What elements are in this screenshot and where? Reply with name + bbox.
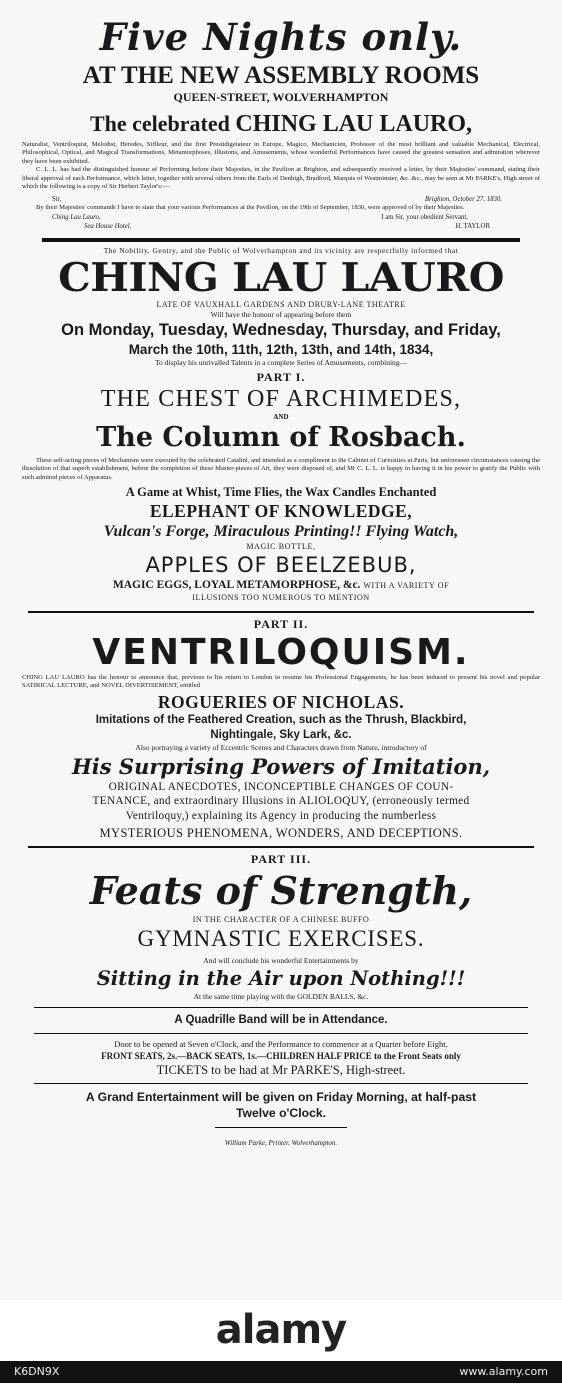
apples-of-beelzebub: APPLES OF BEELZEBUB, bbox=[145, 553, 417, 578]
magic-eggs-line bbox=[18, 578, 544, 593]
sitting-in-air: Sitting in the Air upon Nothing!!! bbox=[96, 967, 466, 991]
performance-dates: March the 10th, 11th, 12th, 13th, and 14th, 1834, bbox=[128, 341, 434, 357]
seat-prices-line: FRONT SEATS, 2s.—BACK SEATS, 1s.—CHILDREN HALF PRICE to the Front Seats only bbox=[101, 1051, 461, 1062]
column-of-rosbach: The Column of Rosbach. bbox=[96, 421, 466, 453]
magic-bottle: MAGIC BOTTLE, bbox=[246, 542, 316, 552]
rogueries-of-nicholas: ROGUERIES OF NICHOLAS. bbox=[157, 691, 405, 712]
door-time-line: Door to be opened at Seven o'Clock, and the Performance to commence at a Quarter before Eight. bbox=[114, 1039, 448, 1050]
imitations-line-2: Nightingale, Sky Lark, &c. bbox=[210, 728, 352, 741]
divider bbox=[34, 1033, 528, 1034]
part2-intro: CHING LAU LAURO has the honour to announce that, previous to his return to London to resume his Professional Engagements, he has been induced to present his novel and popular SATIRICAL LECTURE, and NOVEL DIVERTISEMENT, entitled bbox=[22, 674, 540, 690]
printer-imprint: William Parke, Printer, Wolverhampton. bbox=[224, 1139, 338, 1148]
surprising-powers: His Surprising Powers of Imitation, bbox=[71, 753, 491, 779]
vulcan-line: Vulcan's Forge, Miraculous Printing!! Flying Watch, bbox=[103, 523, 459, 541]
alamy-logo bbox=[216, 1307, 346, 1353]
original-anecdotes-2: TENANCE, and extraordinary Illusions in ALIOLOQUY, (erroneously termed bbox=[92, 795, 470, 808]
divider bbox=[28, 611, 534, 613]
part2-label: PART II. bbox=[253, 617, 309, 632]
and-connector: AND bbox=[273, 412, 289, 421]
divider bbox=[42, 238, 520, 242]
divider bbox=[34, 1007, 528, 1008]
alamy-logo-text: alamy bbox=[215, 1307, 347, 1353]
part1-label: PART I. bbox=[256, 369, 306, 384]
magic-eggs-bold: MAGIC EGGS, LOYAL METAMORPHOSE, &c. bbox=[112, 579, 361, 592]
celebrated-name: CHING LAU LAURO, bbox=[235, 111, 473, 137]
letter-closing: I am Sir, your obedient Servant, bbox=[381, 213, 468, 221]
venue-line: AT THE NEW ASSEMBLY ROOMS bbox=[82, 62, 480, 89]
will-have-line: Will have the honour of appearing before them bbox=[210, 309, 352, 319]
display-line: To display his unrivalled Talents in a complete Series of Amusements, combining— bbox=[154, 357, 408, 367]
original-anecdotes-1: ORIGINAL ANECDOTES, INCONCEPTIBLE CHANGES OF COUN- bbox=[108, 780, 454, 793]
gymnastic-exercises: GYMNASTIC EXERCISES. bbox=[137, 926, 425, 952]
late-of-line: LATE OF VAUXHALL GARDENS AND DRURY-LANE THEATRE bbox=[156, 299, 406, 309]
also-portraying-line: Also portraying a variety of Eccentric Scenes and Characters drawn from Nature, introductory of bbox=[135, 742, 427, 752]
divider bbox=[34, 1083, 528, 1084]
watermark-url: www.alamy.com bbox=[459, 1365, 548, 1378]
feats-of-strength: Feats of Strength, bbox=[89, 868, 473, 914]
game-line: A Game at Whist, Time Flies, the Wax Candles Enchanted bbox=[125, 485, 437, 500]
printer-imprint-box bbox=[215, 1127, 347, 1149]
mysterious-phenomena: MYSTERIOUS PHENOMENA, WONDERS, AND DECEPTIONS. bbox=[99, 826, 463, 841]
letter-salutation: Sir, bbox=[52, 196, 62, 204]
conclude-line: And will conclude his wonderful Entertainments by bbox=[203, 956, 359, 966]
chinese-buffo-line: IN THE CHARACTER OF A CHINESE BUFFO bbox=[192, 915, 370, 925]
golden-balls-line: At the same time playing with the GOLDEN BALLS, &c. bbox=[193, 992, 369, 1002]
watermark-image-id: K6DN9X bbox=[14, 1365, 60, 1378]
majesty-letter bbox=[18, 195, 544, 230]
celebrated-line bbox=[18, 110, 544, 138]
letter-addressee-name: Ching Lau Lauro, bbox=[52, 213, 101, 221]
illusions-line: ILLUSIONS TOO NUMEROUS TO MENTION bbox=[192, 593, 370, 603]
performer-name-large: CHING LAU LAURO bbox=[58, 254, 504, 301]
grand-entertainment-line-1: A Grand Entertainment will be given on Friday Morning, at half-past bbox=[85, 1090, 477, 1105]
watermark-footer bbox=[0, 1361, 562, 1383]
divider bbox=[28, 846, 534, 848]
imitations-line-1: Imitations of the Feathered Creation, such as the Thrush, Blackbird, bbox=[95, 713, 467, 726]
honour-paragraph: C. L. L. has had the distinguished honour of Performing before their Majesties, in the Pavilion at Brighton, and subsequently received a letter, by their Majesties' command, stating their liberal approval of each Performance, which letter, together with several others from the Earls of Denbigh, Bradford, Marquis of Westminster, &c. &c., may be seen at Mr PARKE's, High street of which the following is a copy of Sir Herbert Taylor's:— bbox=[22, 166, 540, 191]
magic-eggs-rest: WITH A VARIETY OF bbox=[363, 581, 450, 591]
original-anecdotes-3: Ventriloquy,) explaining its Agency in producing the numberless bbox=[125, 809, 437, 822]
tickets-line: TICKETS to be had at Mr PARKE'S, High-street. bbox=[156, 1063, 406, 1078]
chest-of-archimedes: THE CHEST OF ARCHIMEDES, bbox=[100, 385, 462, 412]
ventriloquism-title: VENTRILOQUISM. bbox=[92, 632, 470, 674]
nobility-line: The Nobility, Gentry, and the Public of Wolverhampton and its vicinity are respectfully informed that bbox=[103, 245, 459, 255]
stock-watermark-banner bbox=[0, 1300, 562, 1390]
part3-label: PART III. bbox=[250, 852, 312, 867]
street-line: QUEEN-STREET, WOLVERHAMPTON bbox=[173, 90, 389, 104]
quadrille-band-line: A Quadrille Band will be in Attendance. bbox=[174, 1014, 388, 1027]
letter-body: By their Majesties' commands I have to state that your various Performances at the Pavilion, on the 19th of September, 1830, were approved of by their Majesties. bbox=[36, 204, 465, 212]
performance-days: On Monday, Tuesday, Wednesday, Thursday, and Friday, bbox=[61, 320, 501, 339]
letter-signature: H. TAYLOR bbox=[455, 222, 490, 230]
elephant-of-knowledge: ELEPHANT OF KNOWLEDGE, bbox=[149, 501, 413, 522]
letter-addressee-hotel: Sea House Hotel. bbox=[84, 222, 132, 230]
intro-paragraph: Naturalist, Ventriloquist, Melodist, Heredes, Siffleur, and the first Prestidigetateur in Europe, Magico, Mechanicien, Professor of the most brilliant and valuable Mechanical, Electrical, Philosophical, Optical, and Magical Transformations, Metamorphoses, Illusions, and Amusements, whose wonderful Performances have caused the greatest sensation and admiration wherever they have been exhibited. bbox=[22, 141, 540, 165]
headline: Five Nights only. bbox=[99, 15, 463, 59]
celebrated-prefix: The celebrated bbox=[89, 111, 230, 136]
grand-entertainment-line-2: Twelve o'Clock. bbox=[235, 1106, 327, 1121]
letter-place-date: Brighton, October 27, 1830. bbox=[424, 196, 502, 204]
mechanism-paragraph: These self-acting pieces of Mechanism were executed by the celebrated Catalini, and intended as a compliment to the Cabinet of Curiosities at Paris, but unforeseen circumstances causing the dissolution of that superb establishment, before the completion of these Master-pieces of Art, they were disposed of, and Mr C. L. L. is happy in having it in his power to gratify the Public with such admired pieces of Apparatus. bbox=[22, 456, 540, 481]
